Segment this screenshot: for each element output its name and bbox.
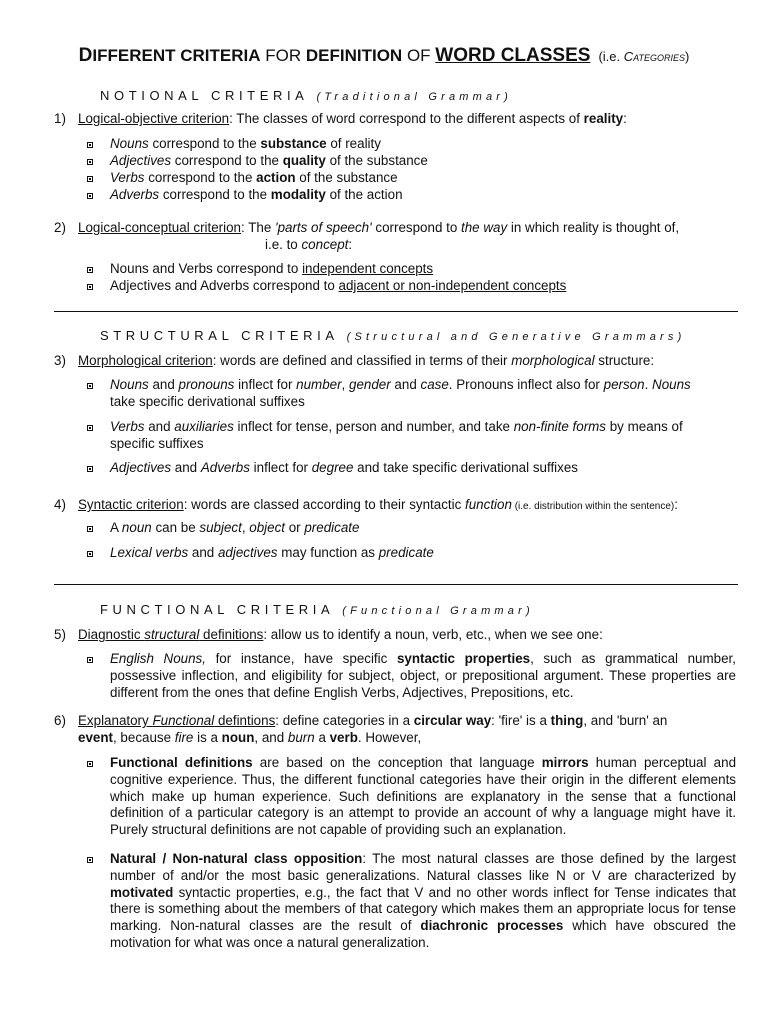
checkbox-bullet-icon — [87, 857, 93, 863]
item-number: 4) — [54, 497, 66, 512]
checkbox-bullet-icon — [87, 466, 93, 472]
section-heading-notional: NOTIONAL CRITERIA (Traditional Grammar) — [100, 88, 513, 103]
section-heading-structural: STRUCTURAL CRITERIA (Structural and Generative Grammars) — [100, 328, 686, 343]
checkbox-bullet-icon — [87, 657, 93, 663]
list-item: Nouns and Verbs correspond to independent concepts — [110, 261, 434, 276]
item-logical-objective: Logical-objective criterion: The classes of word correspond to the different aspects of reality: — [78, 111, 627, 126]
list-item: A noun can be subject, object or predicate — [110, 520, 360, 535]
divider — [54, 311, 738, 312]
item-diagnostic: Diagnostic structural definitions: allow us to identify a noun, verb, etc., when we see one: — [78, 627, 603, 642]
item-syntactic: Syntactic criterion: words are classed according to their syntactic function (i.e. distribution within the sentence): — [78, 497, 678, 512]
item-continuation: i.e. to concept: — [265, 237, 353, 252]
section-heading-functional: FUNCTIONAL CRITERIA (Functional Grammar) — [100, 602, 534, 617]
list-item: English Nouns, for instance, have specific syntactic properties, such as grammatical number, possessive inflection, and eligibility for subject, object, or prepositional argument. These properties are different from the ones that define English Verbs, Adjectives, Prepositions, etc. — [110, 651, 736, 700]
list-item: Nouns correspond to the substance of reality — [110, 136, 381, 151]
list-item: Lexical verbs and adjectives may function as predicate — [110, 545, 434, 560]
checkbox-bullet-icon — [87, 383, 93, 389]
item-morphological: Morphological criterion: words are defined and classified in terms of their morphological structure: — [78, 353, 655, 368]
page-title: DIFFERENT CRITERIA FOR DEFINITION OF WORD CLASSES (i.e. Categories) — [78, 45, 690, 66]
checkbox-bullet-icon — [87, 425, 93, 431]
item-number: 3) — [54, 353, 66, 368]
item-number: 6) — [54, 713, 66, 728]
list-item: Functional definitions are based on the conception that language mirrors human perceptual and cognitive experience. Thus, the different functional categories have their origin in the different elements which make up human experience. Such definitions are explanatory in the sense that a functional definition of a particular category is an attempt to provide an account of why a language might have it. Purely structural definitions are not capable of providing such an explanation. — [110, 755, 737, 838]
checkbox-bullet-icon — [87, 526, 93, 532]
list-item: Nouns and pronouns inflect for number, gender and case. Pronouns inflect also for person. Nouns take specific derivational suffixes — [110, 377, 691, 409]
list-item: Adjectives and Adverbs correspond to adjacent or non-independent concepts — [110, 278, 567, 293]
checkbox-bullet-icon — [87, 193, 93, 199]
item-number: 1) — [54, 111, 66, 126]
item-number: 2) — [54, 220, 66, 235]
item-explanatory: Explanatory Functional defintions: define categories in a circular way: 'fire' is a thing, and 'burn' an event, because fire is a noun, and burn a verb. However, — [78, 713, 668, 745]
list-item: Adverbs correspond to the modality of the action — [110, 187, 403, 202]
checkbox-bullet-icon — [87, 267, 93, 273]
checkbox-bullet-icon — [87, 284, 93, 290]
list-item: Natural / Non-natural class opposition: The most natural classes are those defined by the largest number of and/or the most basic generalizations. Natural classes like N or V are characterized by motivated syntactic properties, e.g., the fact that V and no other words inflect for Tense indicates that there is something about the members of that category which makes them an appropriate locus for tense marking. Non-natural classes are the result of diachronic processes which have obscured the motivation for what was once a natural generalization. — [110, 851, 737, 950]
list-item: Adjectives correspond to the quality of the substance — [110, 153, 428, 168]
checkbox-bullet-icon — [87, 176, 93, 182]
list-item: Verbs correspond to the action of the substance — [110, 170, 398, 185]
checkbox-bullet-icon — [87, 551, 93, 557]
list-item: Verbs and auxiliaries inflect for tense, person and number, and take non-finite forms by means of specific suffixes — [110, 419, 683, 451]
checkbox-bullet-icon — [87, 142, 93, 148]
divider — [54, 584, 738, 585]
checkbox-bullet-icon — [87, 159, 93, 165]
item-logical-conceptual: Logical-conceptual criterion: The 'parts of speech' correspond to the way in which reality is thought of, — [78, 220, 680, 235]
item-number: 5) — [54, 627, 66, 642]
checkbox-bullet-icon — [87, 761, 93, 767]
list-item: Adjectives and Adverbs inflect for degree and take specific derivational suffixes — [110, 460, 578, 475]
